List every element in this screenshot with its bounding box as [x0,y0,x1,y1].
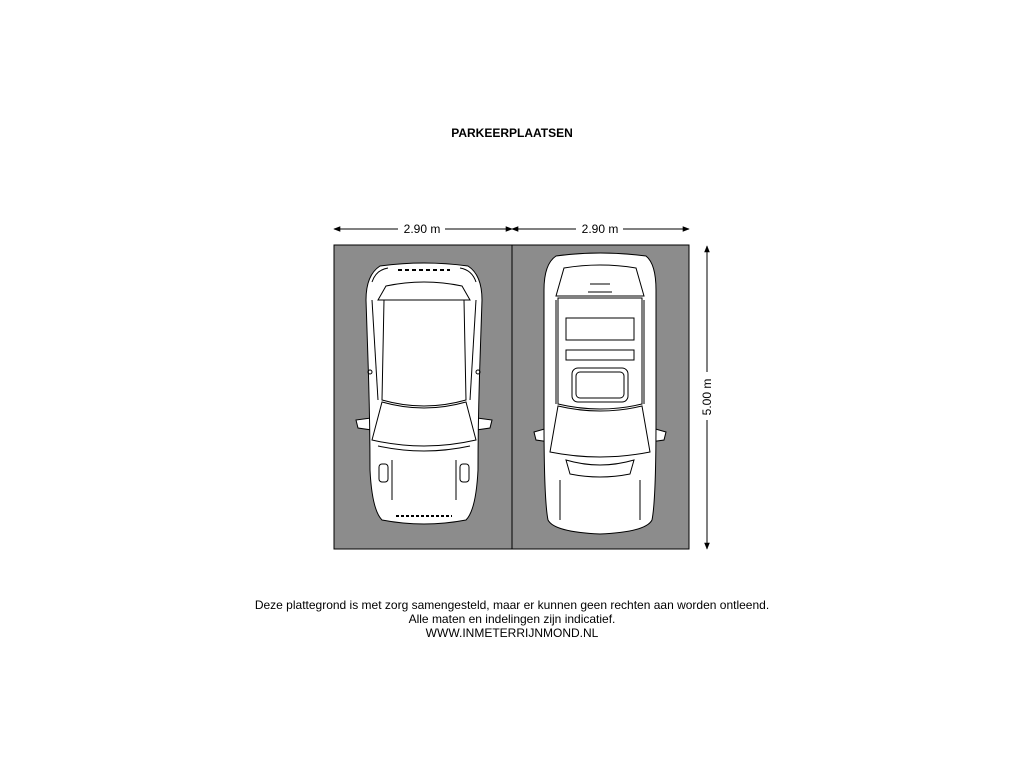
car-topview-icon [356,263,492,524]
disclaimer [0,598,1024,640]
disclaimer-line-1: Deze plattegrond is met zorg samengesteld, maar er kunnen geen rechten aan worden ontleend. [254,598,770,612]
dimension-left-width [334,222,512,236]
dimension-left-width-label: 2.90 m [403,222,441,236]
disclaimer-line-2: Alle maten en indelingen zijn indicatief. [408,612,616,626]
page-title: PARKEERPLAATSEN [451,126,573,140]
dimension-depth [700,246,714,549]
dimension-right-width [512,222,689,236]
dimension-depth-label: 5.00 m [700,378,714,416]
website-url: WWW.INMETERRIJNMOND.NL [425,626,599,640]
station-wagon-topview-icon [534,253,666,534]
dimension-right-width-label: 2.90 m [581,222,619,236]
